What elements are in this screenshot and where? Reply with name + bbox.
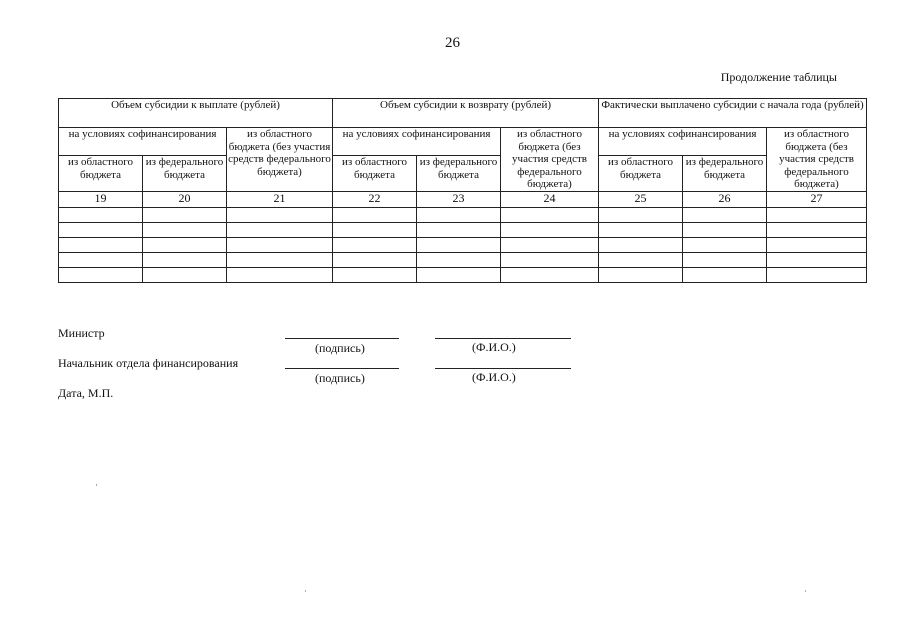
table-cell [417, 222, 501, 237]
scan-speck [305, 590, 306, 592]
regional-only-header: из областного бюджета (без участия средств федерального бюджета) [767, 128, 867, 192]
table-cell [59, 252, 143, 267]
head-signature-line [285, 368, 399, 369]
table-row [59, 267, 867, 282]
table-cell [227, 237, 333, 252]
column-number: 27 [767, 191, 867, 207]
name-caption: (Ф.И.О.) [472, 370, 516, 384]
column-number: 25 [599, 191, 683, 207]
table-cell [59, 237, 143, 252]
table-cell [683, 222, 767, 237]
table-cell [683, 267, 767, 282]
table-cell [333, 237, 417, 252]
table-cell [599, 207, 683, 222]
table-cell [417, 267, 501, 282]
table-cell [333, 252, 417, 267]
scan-speck [96, 484, 97, 486]
federal-budget-header: из федерального бюджета [683, 156, 767, 192]
table-row [59, 207, 867, 222]
cofinancing-header: на условиях софинансирования [59, 128, 227, 156]
name-caption: (Ф.И.О.) [472, 340, 516, 354]
column-number: 22 [333, 191, 417, 207]
table-cell [59, 267, 143, 282]
regional-budget-header: из областного бюджета [599, 156, 683, 192]
continuation-label: Продолжение таблицы [720, 70, 837, 84]
scan-speck [805, 590, 806, 592]
table-cell [501, 207, 599, 222]
head-name-line [435, 368, 571, 369]
signature-caption: (подпись) [315, 341, 365, 355]
table-cell [143, 222, 227, 237]
group-header-paid: Фактически выплачено субсидии с начала года (рублей) [599, 99, 867, 128]
table-cell [683, 252, 767, 267]
table-cell [599, 222, 683, 237]
table-cell [227, 222, 333, 237]
cofinancing-header: на условиях софинансирования [599, 128, 767, 156]
table-cell [417, 252, 501, 267]
column-number: 19 [59, 191, 143, 207]
group-header-refund: Объем субсидии к возврату (рублей) [333, 99, 599, 128]
column-number: 21 [227, 191, 333, 207]
table-cell [501, 267, 599, 282]
table-cell [683, 237, 767, 252]
table-row [59, 237, 867, 252]
column-number: 23 [417, 191, 501, 207]
table-cell [599, 252, 683, 267]
regional-budget-header: из областного бюджета [59, 156, 143, 192]
table-cell [227, 267, 333, 282]
federal-budget-header: из федерального бюджета [417, 156, 501, 192]
table-cell [143, 237, 227, 252]
table-cell [143, 207, 227, 222]
table-cell [767, 237, 867, 252]
table-cell [767, 252, 867, 267]
column-number: 20 [143, 191, 227, 207]
date-stamp-label: Дата, М.П. [58, 386, 114, 400]
table-cell [417, 237, 501, 252]
column-number: 26 [683, 191, 767, 207]
table-row [59, 252, 867, 267]
table-cell [501, 252, 599, 267]
regional-only-header: из областного бюджета (без участия средств федерального бюджета) [227, 128, 333, 192]
table-cell [333, 267, 417, 282]
table-cell [599, 267, 683, 282]
table-cell [333, 222, 417, 237]
regional-budget-header: из областного бюджета [333, 156, 417, 192]
table-cell [767, 267, 867, 282]
table-cell [143, 252, 227, 267]
table-cell [333, 207, 417, 222]
column-number: 24 [501, 191, 599, 207]
table-cell [599, 237, 683, 252]
table-cell [683, 207, 767, 222]
regional-only-header: из областного бюджета (без участия средств федерального бюджета) [501, 128, 599, 192]
table-cell [767, 207, 867, 222]
federal-budget-header: из федерального бюджета [143, 156, 227, 192]
cofinancing-header: на условиях софинансирования [333, 128, 501, 156]
head-of-finance-label: Начальник отдела финансирования [58, 356, 239, 370]
table-cell [501, 222, 599, 237]
table-cell [767, 222, 867, 237]
table-cell [501, 237, 599, 252]
table-cell [417, 207, 501, 222]
signature-caption: (подпись) [315, 371, 365, 385]
table-cell [59, 222, 143, 237]
table-cell [227, 207, 333, 222]
table-cell [143, 267, 227, 282]
minister-label: Министр [58, 326, 105, 340]
minister-name-line [435, 338, 571, 339]
table-row [59, 222, 867, 237]
minister-signature-line [285, 338, 399, 339]
table-cell [59, 207, 143, 222]
page-number: 26 [445, 35, 460, 51]
group-header-payable: Объем субсидии к выплате (рублей) [59, 99, 333, 128]
table-cell [227, 252, 333, 267]
subsidy-table [58, 98, 867, 283]
